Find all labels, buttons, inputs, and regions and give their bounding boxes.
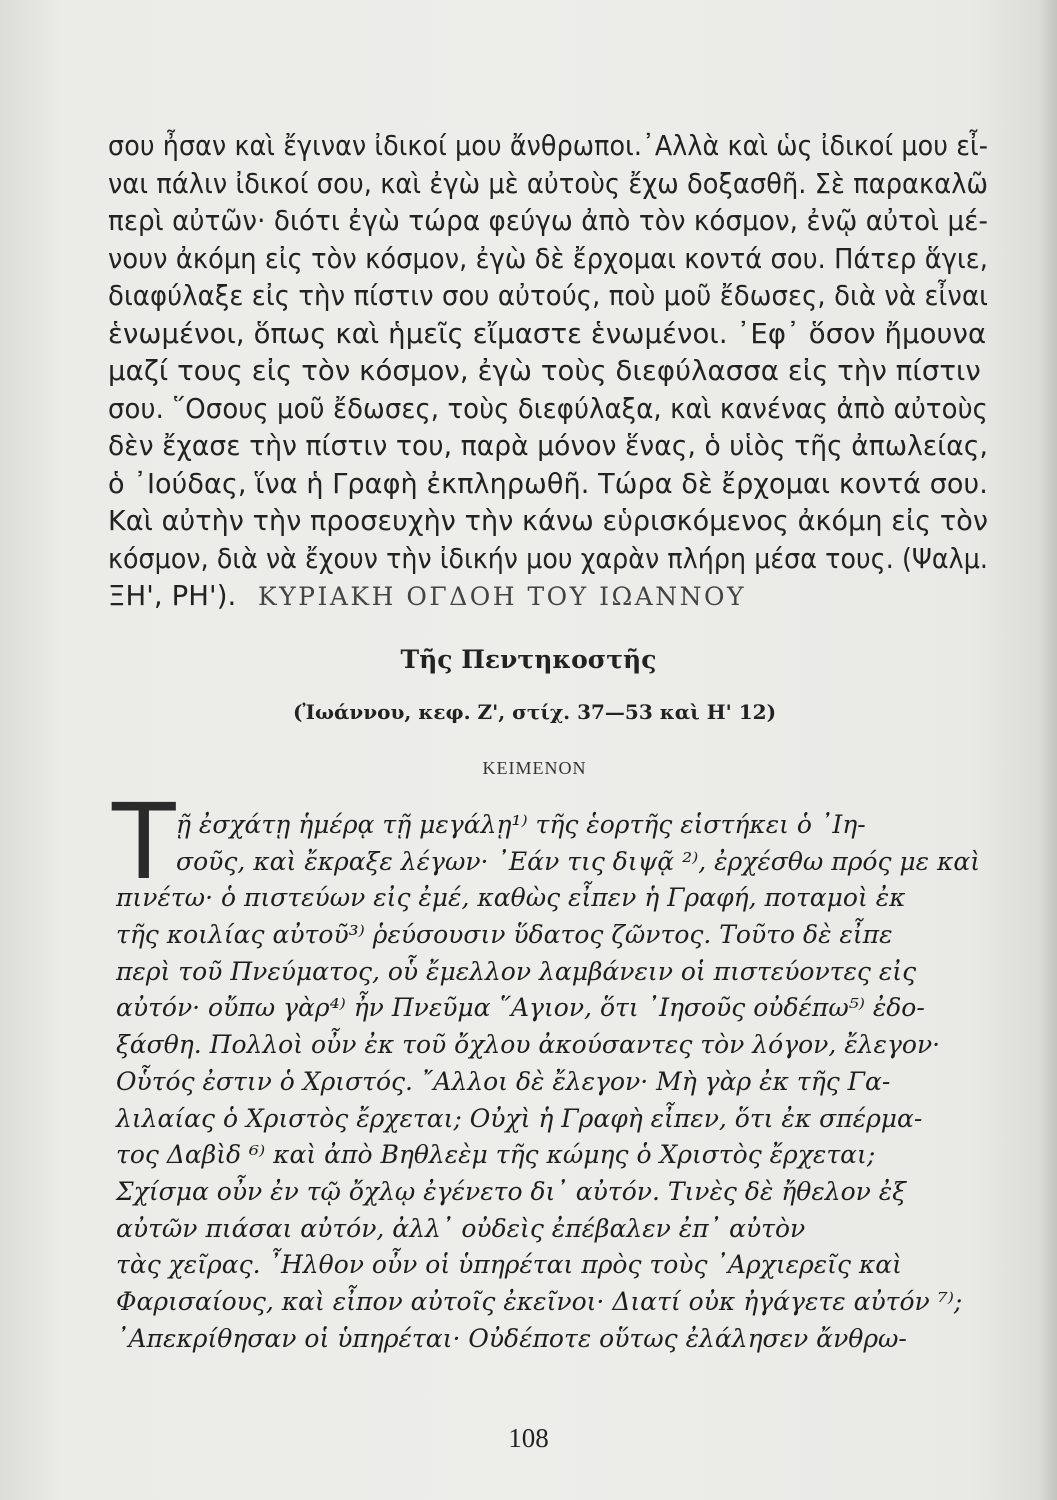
body-line: τος Δαβὶδ ⁶⁾ καὶ ἀπὸ Βηθλεὲμ τῆς κώμης ὁ Χριστὸς ἔρχεται; — [116, 1140, 876, 1170]
chapter-title: ΚΥΡΙΑΚΗ ΟΓΔΟΗ ΤΟΥ ΙΩΑΝΝΟΥ — [258, 582, 747, 611]
text-line: διαφύλαξε εἰς τὴν πίστιν σου αὐτούς, ποὺ μοῦ ἔδωσες, διὰ νὰ εἶναι — [108, 280, 988, 312]
drop-cap-letter: T — [112, 781, 176, 903]
text-line: σου ἦσαν καὶ ἔγιναν ἰδικοί μου ἄνθρωποι.᾿Αλλὰ καὶ ὡς ἰδικοί μου εἶ- — [108, 130, 988, 162]
scripture-reference: (Ἰωάννου, κεφ. Ζ', στίχ. 37—53 καὶ Η' 12) — [292, 700, 777, 724]
body-line: λιλαίας ὁ Χριστὸς ἔρχεται; Οὐχὶ ἡ Γραφὴ εἶπεν, ὅτι ἐκ σπέρμα- — [116, 1103, 923, 1133]
body-line: περὶ τοῦ Πνεύματος, οὗ ἔμελλον λαμβάνειν οἱ πιστεύοντες εἰς — [116, 956, 917, 986]
body-line: Σχίσμα οὖν ἐν τῷ ὄχλῳ ἐγένετο δι᾿ αὐτόν. Τινὲς δὲ ἤθελον ἐξ — [116, 1176, 906, 1206]
body-line: πινέτω· ὁ πιστεύων εἰς ἐμέ, καθὼς εἶπεν ἡ Γραφή, ποταμοὶ ἐκ — [116, 883, 906, 913]
text-line: ΞΗ', ΡΗ'). — [108, 580, 237, 612]
body-line: ῇ ἐσχάτῃ ἡμέρᾳ τῇ μεγάλῃ¹⁾ τῆς ἑορτῆς εἱστήκει ὁ ᾿Ιη- — [176, 810, 866, 839]
body-line: τὰς χεῖρας. ῏Ηλθον οὖν οἱ ὑπηρέται πρὸς τοὺς ᾿Αρχιερεῖς καὶ — [116, 1250, 902, 1280]
text-line: ὁ ᾿Ιούδας, ἵνα ἡ Γραφὴ ἐκπληρωθῆ. Τώρα δὲ ἔρχομαι κοντά σου. — [108, 467, 988, 500]
body-line: τῆς κοιλίας αὐτοῦ³⁾ ῥεύσουσιν ὕδατος ζῶντος. Τοῦτο δὲ εἶπε — [116, 920, 893, 950]
text-line: περὶ αὐτῶν· διότι ἐγὼ τώρα φεύγω ἀπὸ τὸν κόσμον, ἐνῷ αὐτοὶ μέ- — [108, 205, 988, 237]
body-line: αὐτῶν πιάσαι αὐτόν, ἀλλ᾿ οὐδεὶς ἐπέβαλεν ἐπ᾿ αὐτὸν — [116, 1213, 806, 1243]
text-line: Καὶ αὐτὴν τὴν προσευχὴν τὴν κάνω εὑρισκόμενος ἀκόμη εἰς τὸν — [108, 505, 988, 537]
body-line: Οὗτός ἐστιν ὁ Χριστός. ῎Αλλοι δὲ ἔλεγον· Μὴ γὰρ ἐκ τῆς Γα- — [116, 1066, 891, 1096]
body-line: σοῦς, καὶ ἔκραξε λέγων· ᾿Εάν τις διψᾷ ²⁾, ἐρχέσθω πρός με καὶ — [176, 846, 981, 876]
text-line: κόσμον, διὰ νὰ ἔχουν τὴν ἰδικήν μου χαρὰν πλήρη μέσα τους. (Ψαλμ. — [108, 542, 988, 575]
body-line: ᾿Απεκρίθησαν οἱ ὑπηρέται· Οὐδέποτε οὕτως ἐλάλησεν ἄνθρω- — [116, 1323, 907, 1353]
body-line: ξάσθη. Πολλοὶ οὖν ἐκ τοῦ ὄχλου ἀκούσαντες τὸν λόγον, ἔλεγον· — [116, 1030, 941, 1060]
body-line: αὐτόν· οὔπω γὰρ⁴⁾ ἦν Πνεῦμα ῞Αγιον, ὅτι ᾿Ιησοῦς οὐδέπω⁵⁾ ἐδο- — [116, 993, 925, 1023]
text-line: σου. ῞Οσους μοῦ ἔδωσες, τοὺς διεφύλαξα, καὶ κανένας ἀπὸ αὐτοὺς — [108, 392, 988, 425]
body-line: Φαρισαίους, καὶ εἶπον αὐτοῖς ἐκεῖνοι· Διατί οὐκ ἠγάγετε αὐτόν ⁷⁾; — [116, 1286, 963, 1316]
text-line: ἑνωμένοι, ὅπως καὶ ἡμεῖς εἴμαστε ἑνωμένοι. ᾿Εφ᾿ ὅσον ἤμουνα — [108, 317, 987, 350]
scripture-text-block — [116, 807, 988, 1357]
text-line: ναι πάλιν ἰδικοί σου, καὶ ἐγὼ μὲ αὐτοὺς ἔχω δοξασθῆ. Σὲ παρακαλῶ — [108, 167, 988, 200]
text-line: μαζί τους εἰς τὸν κόσμον, ἐγὼ τοὺς διεφύλασσα εἰς τὴν πίστιν — [108, 355, 981, 387]
previous-text-block — [108, 128, 988, 616]
page-number: 108 — [508, 1423, 549, 1453]
section-label: ΚΕΙΜΕΝΟΝ — [482, 758, 587, 778]
page-edge-shadow — [1039, 0, 1057, 1500]
subtitle: Τῆς Πεντηκοστῆς — [400, 645, 657, 674]
text-line: νουν ἀκόμη εἰς τὸν κόσμον, ἐγὼ δὲ ἔρχομαι κοντά σου. Πάτερ ἅγιε, — [108, 242, 988, 275]
text-line: δὲν ἔχασε τὴν πίστιν του, παρὰ μόνον ἕνας, ὁ υἱὸς τῆς ἀπωλείας, — [108, 430, 988, 462]
